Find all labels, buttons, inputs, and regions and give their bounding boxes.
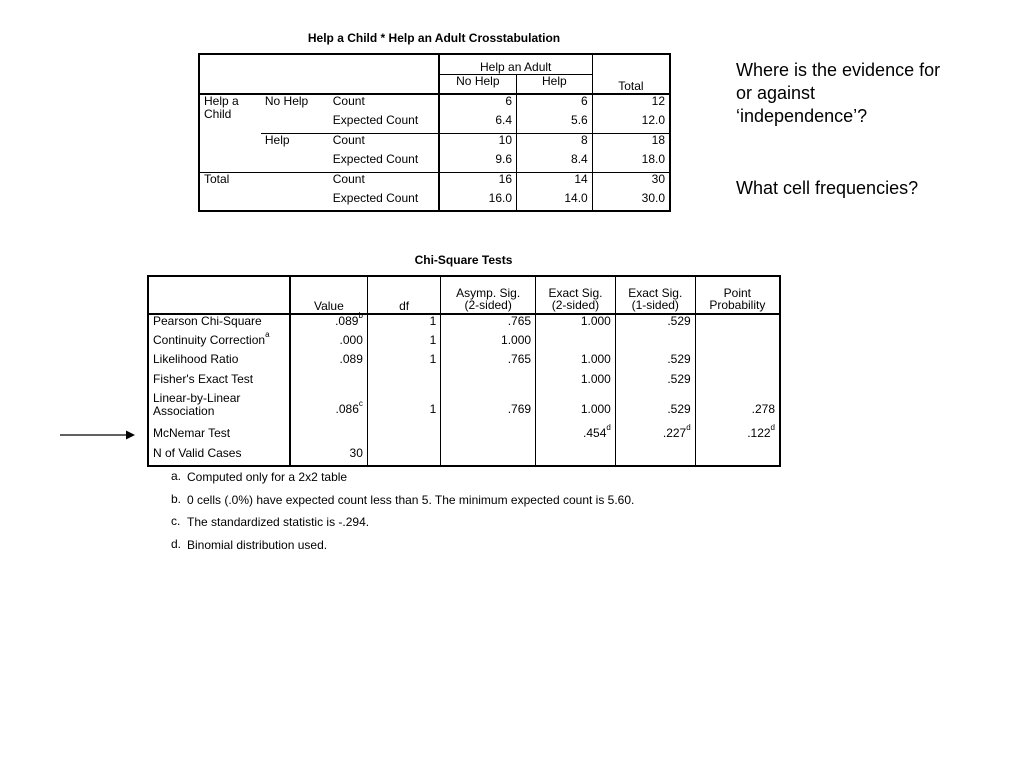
table-cell: 30 (290, 447, 368, 467)
table-cell: 16 (439, 172, 517, 192)
row-label: Fisher's Exact Test (153, 371, 254, 386)
footnote (171, 515, 634, 538)
table-cell: 1 (367, 392, 440, 427)
col-point-line2: Probability (709, 298, 766, 313)
table-cell (441, 447, 536, 467)
footnote-mark: c (358, 399, 363, 409)
table-cell: 8.4 (517, 153, 593, 173)
table-cell (290, 311, 368, 334)
table-cell (367, 373, 440, 393)
question-line: Where is the evidence for (736, 60, 941, 80)
table-cell: 6 (439, 94, 517, 114)
table-cell: 6.4 (439, 114, 517, 134)
col-exact1-line1: Exact Sig. (628, 285, 683, 300)
table-cell (536, 423, 616, 447)
table-cell: .278 (695, 392, 780, 427)
table-cell: 10 (439, 133, 517, 153)
table-cell: .765 (441, 314, 536, 334)
col-group-help-adult: Help an Adult (439, 54, 593, 74)
table-cell: .529 (615, 314, 695, 334)
footnote-text: Binomial distribution used. (187, 537, 328, 552)
row-label: Expected Count (332, 151, 419, 166)
table-cell (290, 392, 368, 427)
footnote-mark: d. (171, 536, 182, 551)
table-cell: 1 (367, 334, 440, 354)
table-cell (695, 423, 780, 447)
table-cell (367, 427, 440, 447)
table-cell: 1.000 (536, 392, 616, 427)
row-group-help-child (199, 94, 261, 172)
table-cell (367, 447, 440, 467)
table-cell: 1.000 (536, 314, 616, 334)
col-asymp-line2: (2-sided) (464, 298, 512, 313)
table-cell: 14 (517, 172, 593, 192)
table-cell: 1.000 (441, 334, 536, 354)
table-cell (695, 334, 780, 354)
footnote (171, 470, 634, 493)
table-cell (695, 314, 780, 334)
table-cell: .089 (290, 353, 368, 373)
row-label-line2: Association (153, 403, 215, 418)
footnote-mark: d (606, 423, 611, 432)
footnote-mark: d (770, 423, 775, 432)
question-independence (736, 59, 986, 128)
row-no-help: No Help (261, 94, 329, 133)
question-line: ‘independence’? (736, 106, 868, 126)
row-label: Count (329, 94, 439, 114)
table-cell: 16.0 (439, 192, 517, 212)
footnote-mark: b (358, 311, 363, 320)
col-point-header (695, 276, 780, 314)
col-help-header: Help (517, 74, 593, 94)
table-cell (290, 373, 368, 393)
row-label-line1: Linear-by-Linear (153, 391, 241, 405)
arrow-icon (60, 427, 140, 443)
row-label: Likelihood Ratio (153, 352, 239, 366)
col-point-line1: Point (723, 285, 752, 300)
table-cell: 18 (592, 133, 670, 153)
row-total: Total (199, 172, 329, 211)
col-value-header: Value (290, 276, 368, 314)
table-cell: .529 (615, 373, 695, 393)
footnote (171, 538, 634, 561)
crosstab-title: Help a Child * Help an Adult Crosstabulation (307, 31, 561, 45)
row-group-line1: Help a (204, 94, 239, 108)
row-label: Count (329, 133, 439, 153)
table-cell: 5.6 (517, 114, 593, 134)
table-cell: 8 (517, 133, 593, 153)
table-cell: .769 (441, 392, 536, 427)
cell-value: .454 (583, 426, 607, 440)
col-df-header: df (367, 276, 440, 314)
table-cell (536, 447, 616, 467)
footnotes (171, 470, 634, 560)
row-label (148, 329, 290, 354)
table-cell (615, 423, 695, 447)
col-exact2-line1: Exact Sig. (548, 285, 603, 300)
table-cell: 18.0 (592, 153, 670, 173)
footnote-mark: d (686, 423, 691, 432)
footnote-text: 0 cells (.0%) have expected count less than 5. The minimum expected count is 5.60. (187, 492, 635, 507)
cell-value: .089 (335, 314, 359, 328)
row-label: N of Valid Cases (153, 445, 242, 460)
table-cell: 30.0 (592, 192, 670, 212)
footnote-text: Computed only for a 2x2 table (187, 470, 348, 484)
table-cell (615, 447, 695, 467)
table-cell (615, 334, 695, 354)
row-group-line2: Child (204, 106, 232, 121)
table-cell: .765 (441, 353, 536, 373)
col-exact2-line2: (2-sided) (551, 298, 600, 313)
footnote-mark: c. (171, 514, 181, 528)
table-cell: 1 (367, 353, 440, 373)
table-cell (441, 427, 536, 447)
footnote-mark: a (265, 329, 270, 339)
table-cell: 1 (367, 314, 440, 334)
row-label: Count (329, 172, 439, 192)
footnote-text: The standardized statistic is -.294. (187, 515, 370, 529)
table-cell: 12 (592, 94, 670, 114)
chisq-title: Chi-Square Tests (414, 253, 513, 267)
table-cell (695, 373, 780, 393)
col-asymp-line1: Asymp. Sig. (456, 285, 521, 300)
table-cell (536, 334, 616, 354)
row-label: McNemar Test (153, 426, 231, 440)
table-cell: .529 (615, 353, 695, 373)
table-cell (695, 353, 780, 373)
footnote-mark: a. (171, 469, 182, 483)
table-cell: 9.6 (439, 153, 517, 173)
col-no-help-header: No Help (439, 74, 517, 94)
row-label-text: Continuity Correction (153, 332, 266, 347)
table-cell: 6 (517, 94, 593, 114)
row-label: Pearson Chi-Square (148, 314, 290, 334)
col-asymp-header (441, 276, 536, 314)
question-line: or against (736, 83, 816, 103)
table-cell: .529 (615, 392, 695, 427)
col-exact1-header (615, 276, 695, 314)
col-exact2-header (536, 276, 616, 314)
cell-value: .086 (335, 402, 359, 417)
row-label: Expected Count (332, 112, 419, 127)
footnote-mark: b. (171, 491, 182, 506)
cell-value: .122 (747, 426, 771, 440)
table-cell (290, 427, 368, 447)
table-cell: 14.0 (517, 192, 593, 212)
crosstab-table (198, 53, 671, 212)
footnote (171, 493, 634, 516)
col-total-header: Total (592, 54, 670, 94)
table-cell: 30 (592, 172, 670, 192)
table-cell: 12.0 (592, 114, 670, 134)
chisq-table (147, 275, 781, 467)
question-cell-frequencies: What cell frequencies? (736, 178, 919, 198)
table-cell (695, 447, 780, 467)
col-exact1-line2: (1-sided) (631, 298, 679, 313)
table-cell (441, 373, 536, 393)
cell-value: .227 (662, 426, 687, 440)
row-label (148, 392, 290, 427)
row-label: Expected Count (332, 190, 419, 205)
row-help: Help (261, 133, 329, 172)
table-cell: 1.000 (536, 373, 616, 393)
table-cell: 1.000 (536, 353, 616, 373)
table-cell: .000 (290, 334, 368, 354)
